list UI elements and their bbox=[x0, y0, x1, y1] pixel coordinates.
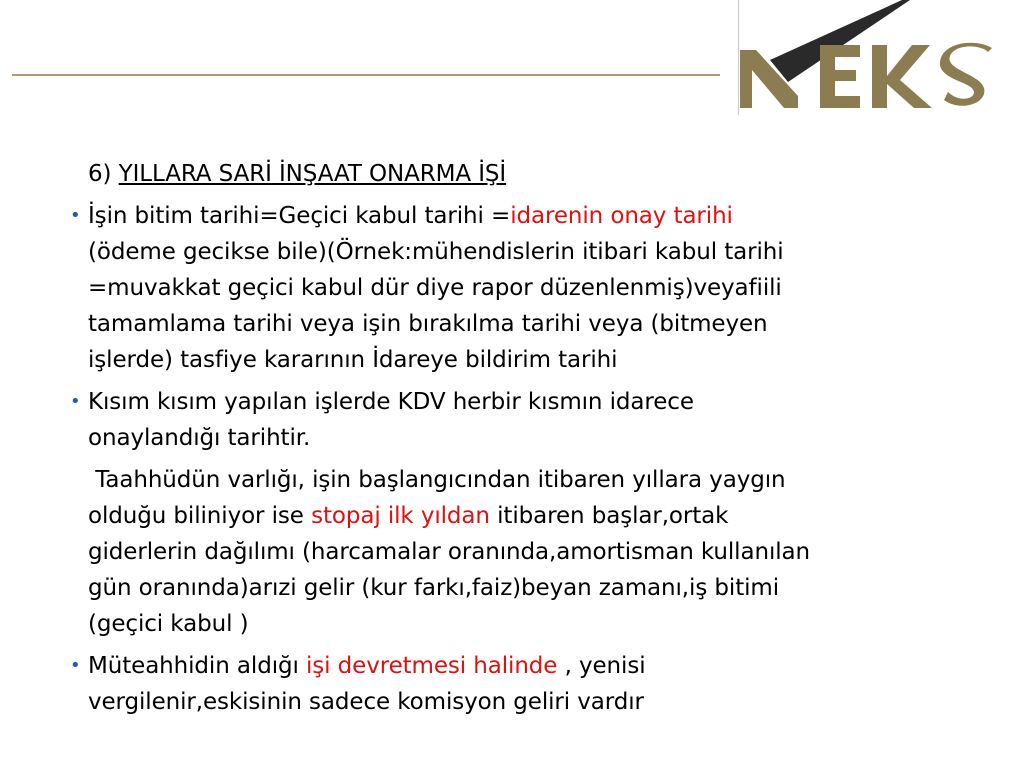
slide-content bbox=[70, 156, 990, 726]
text-line: tamamlama tarihi veya işin bırakılma tarihi veya (bitmeyen bbox=[88, 311, 768, 337]
text-line: Kısım kısım yapılan işlerde KDV herbir kısmın idarece bbox=[88, 389, 694, 415]
heading-title: YILLARA SARİ İNŞAAT ONARMA İŞİ bbox=[118, 161, 507, 187]
text-line: (geçici kabul ) bbox=[88, 611, 249, 637]
highlight-text: stopaj ilk yıldan bbox=[311, 503, 490, 529]
highlight-text: işi devretmesi halinde bbox=[305, 653, 558, 679]
text-line: vergilenir,eskisinin sadece komisyon geliri vardır bbox=[88, 689, 644, 715]
text-line: Müteahhidin aldığı bbox=[88, 653, 306, 679]
bullet-icon: • bbox=[70, 391, 81, 412]
text-line: İşin bitim tarihi=Geçici kabul tarihi = bbox=[88, 203, 511, 229]
text-line: =muvakkat geçici kabul dür diye rapor düzenlenmiş)veyafiili bbox=[88, 275, 782, 301]
text-line: olduğu biliniyor ise bbox=[88, 503, 312, 529]
logo-divider bbox=[738, 0, 739, 115]
header-rule bbox=[12, 74, 720, 76]
bullet-item-completion-date bbox=[70, 198, 990, 378]
bullet-item-kdv bbox=[70, 384, 990, 456]
text-line: işlerde) tasfiye kararının İdareye bildirim tarihi bbox=[88, 347, 618, 373]
highlight-text: idarenin onay tarihi bbox=[510, 203, 733, 229]
text-line: gün oranında)arızi gelir (kur farkı,faiz)beyan zamanı,iş bitimi bbox=[88, 575, 780, 601]
text-line: itibaren başlar,ortak bbox=[489, 503, 729, 529]
text-line: Taahhüdün varlığı, işin başlangıcından itibaren yıllara yaygın bbox=[88, 467, 786, 493]
text-line: (ödeme gecikse bile)(Örnek:mühendislerin itibari kabul tarihi bbox=[88, 239, 784, 265]
bullet-icon: • bbox=[70, 205, 81, 226]
text-line: giderlerin dağılımı (harcamalar oranında,amortisman kullanılan bbox=[88, 539, 810, 565]
neks-logo bbox=[740, 0, 1000, 115]
bullet-icon: • bbox=[70, 655, 81, 676]
paragraph-stopaj bbox=[70, 462, 990, 642]
text-line: , yenisi bbox=[557, 653, 646, 679]
bullet-item-contractor bbox=[70, 648, 990, 720]
section-heading bbox=[88, 156, 990, 192]
heading-number: 6) bbox=[88, 161, 112, 187]
text-line: onaylandığı tarihtir. bbox=[88, 425, 311, 451]
